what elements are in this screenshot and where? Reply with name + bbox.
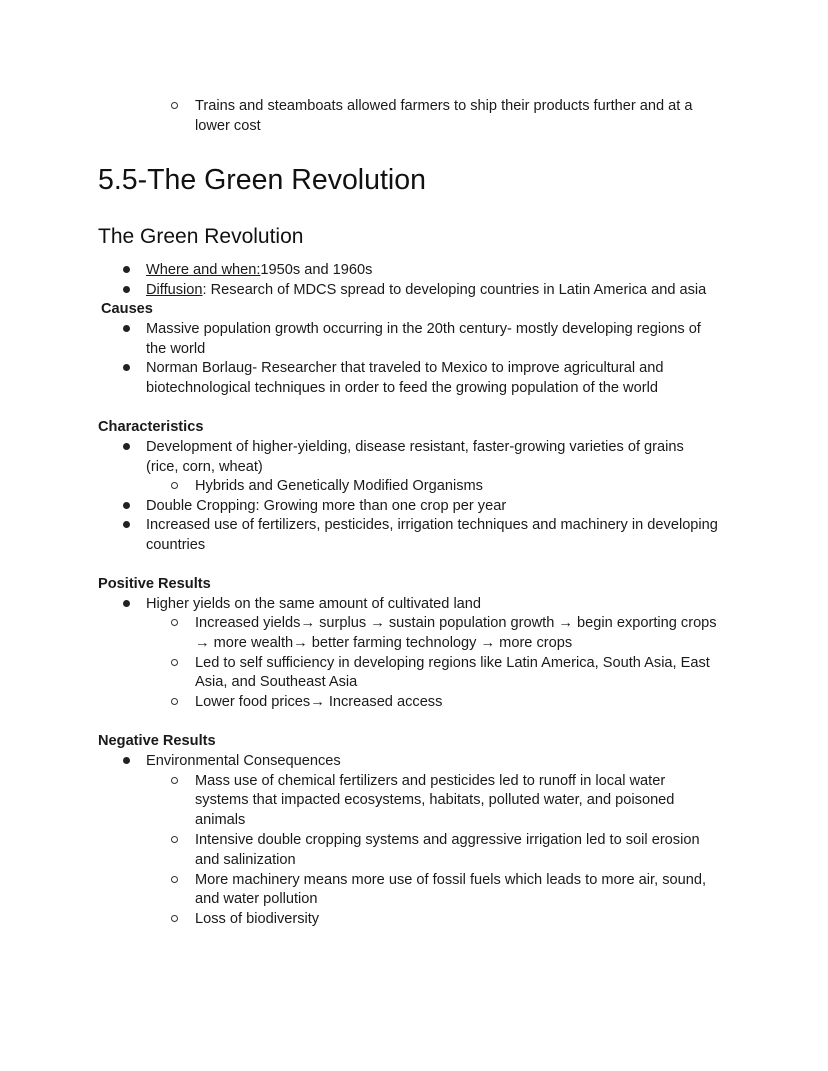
diffusion-value: : Research of MDCS spread to developing countries in Latin America and asia: [202, 282, 707, 298]
positive-sub-3: Lower food prices→ Increased access: [195, 694, 443, 710]
negative-sub-4: Loss of biodiversity: [195, 911, 320, 927]
transport-line-1: Trains and steamboats allowed farmers to ship their products further and at a: [195, 98, 693, 114]
characteristics-item-3-line-1: Increased use of fertilizers, pesticides, irrigation techniques and machinery in developing: [146, 517, 718, 533]
negative-item-1: Environmental Consequences: [146, 753, 341, 769]
sub-bullet-marker: [171, 102, 178, 109]
bullet-marker: [123, 443, 130, 450]
characteristics-item-2: Double Cropping: Growing more than one crop per year: [146, 498, 507, 514]
positive-item-1: Higher yields on the same amount of cultivated land: [146, 596, 482, 612]
causes-heading: Causes: [101, 301, 153, 317]
negative-sub-1-line-2: systems that impacted ecosystems, habitats, polluted water, and poisoned: [195, 792, 675, 808]
subsection-title: The Green Revolution: [98, 225, 304, 248]
bullet-marker: [123, 502, 130, 509]
bullet-marker: [123, 600, 130, 607]
bullet-marker: [123, 364, 130, 371]
causes-item-1-line-1: Massive population growth occurring in the 20th century- mostly developing regions of: [146, 321, 701, 337]
sub-bullet-marker: [171, 777, 178, 784]
causes-item-2-line-1: Norman Borlaug- Researcher that traveled to Mexico to improve agricultural and: [146, 360, 664, 376]
bullet-marker: [123, 521, 130, 528]
positive-sub-1-line-2: → more wealth→ better farming technology → more crops: [195, 635, 573, 651]
sub-bullet-marker: [171, 836, 178, 843]
bullet-marker: [123, 286, 130, 293]
where-when-value: 1950s and 1960s: [260, 262, 373, 278]
positive-heading: Positive Results: [98, 576, 211, 592]
negative-heading: Negative Results: [98, 733, 216, 749]
bullet-marker: [123, 325, 130, 332]
sub-bullet-marker: [171, 915, 178, 922]
negative-sub-3-line-2: and water pollution: [195, 891, 318, 907]
negative-sub-3-line-1: More machinery means more use of fossil fuels which leads to more air, sound,: [195, 872, 707, 888]
negative-sub-1-line-3: animals: [195, 812, 246, 828]
where-when-label: Where and when:: [146, 262, 261, 278]
positive-sub-2-line-1: Led to self sufficiency in developing regions like Latin America, South Asia, East: [195, 655, 710, 671]
bullet-marker: [123, 757, 130, 764]
sub-bullet-marker: [171, 482, 178, 489]
sub-bullet-marker: [171, 698, 178, 705]
negative-sub-1-line-1: Mass use of chemical fertilizers and pesticides led to runoff in local water: [195, 773, 666, 789]
characteristics-sub-item: Hybrids and Genetically Modified Organisms: [195, 478, 483, 494]
causes-item-1-line-2: the world: [146, 341, 206, 357]
negative-sub-2-line-2: and salinization: [195, 852, 296, 868]
diffusion-item: [146, 280, 706, 300]
transport-line-2: lower cost: [195, 118, 261, 134]
sub-bullet-marker: [171, 659, 178, 666]
characteristics-item-1-line-2: (rice, corn, wheat): [146, 459, 263, 475]
diffusion-label: Diffusion: [146, 282, 203, 298]
where-when-item: [146, 260, 372, 280]
bullet-marker: [123, 266, 130, 273]
causes-item-2-line-2: biotechnological techniques in order to feed the growing population of the world: [146, 380, 658, 396]
negative-sub-2-line-1: Intensive double cropping systems and aggressive irrigation led to soil erosion: [195, 832, 700, 848]
positive-sub-1-line-1: Increased yields→ surplus → sustain population growth → begin exporting crops: [195, 615, 717, 631]
characteristics-item-1-line-1: Development of higher-yielding, disease resistant, faster-growing varieties of grains: [146, 439, 684, 455]
characteristics-item-3-line-2: countries: [146, 537, 206, 553]
section-title: 5.5-The Green Revolution: [98, 164, 426, 196]
positive-sub-2-line-2: Asia, and Southeast Asia: [195, 674, 358, 690]
sub-bullet-marker: [171, 619, 178, 626]
characteristics-heading: Characteristics: [98, 419, 204, 435]
sub-bullet-marker: [171, 876, 178, 883]
